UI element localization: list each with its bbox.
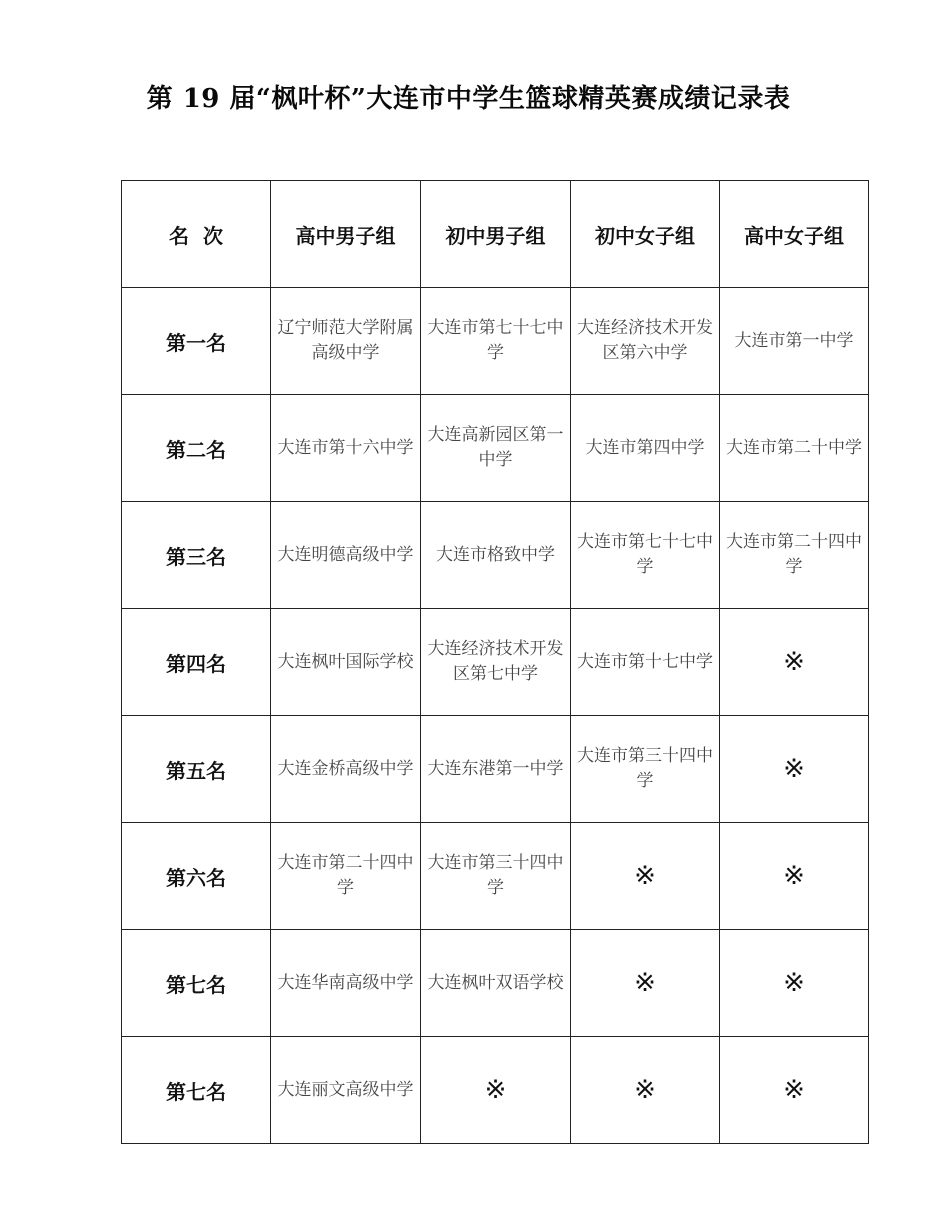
header-row — [122, 181, 869, 288]
school-cell-senior-girls: 大连市第二十中学 — [720, 395, 869, 502]
school-cell-junior-boys: 大连市第七十七中学 — [421, 288, 571, 395]
school-cell-senior-girls: 大连市第一中学 — [720, 288, 869, 395]
school-cell-junior-girls: 大连市第七十七中学 — [571, 502, 720, 609]
table-row — [122, 716, 869, 823]
header-senior-girls: 高中女子组 — [720, 181, 869, 288]
table-row — [122, 930, 869, 1037]
empty-mark-cell: ※ — [720, 1037, 869, 1144]
school-cell-junior-boys: 大连市第三十四中学 — [421, 823, 571, 930]
school-cell-junior-girls: 大连市第四中学 — [571, 395, 720, 502]
table-row — [122, 609, 869, 716]
school-cell-senior-boys: 大连枫叶国际学校 — [271, 609, 421, 716]
school-cell-senior-boys: 大连丽文高级中学 — [271, 1037, 421, 1144]
rank-cell: 第三名 — [122, 502, 271, 609]
rank-cell: 第四名 — [122, 609, 271, 716]
header-junior-boys: 初中男子组 — [421, 181, 571, 288]
school-cell-senior-girls: 大连市第二十四中学 — [720, 502, 869, 609]
school-cell-senior-boys: 大连市第二十四中学 — [271, 823, 421, 930]
school-cell-senior-boys: 大连市第十六中学 — [271, 395, 421, 502]
school-cell-senior-boys: 大连金桥高级中学 — [271, 716, 421, 823]
rank-cell: 第一名 — [122, 288, 271, 395]
results-table — [121, 180, 869, 1144]
empty-mark-cell: ※ — [571, 823, 720, 930]
document-title: 第 19 届“枫叶杯”大连市中学生篮球精英赛成绩记录表 — [146, 84, 791, 114]
rank-cell: 第五名 — [122, 716, 271, 823]
empty-mark-cell: ※ — [720, 609, 869, 716]
school-cell-junior-girls: 大连经济技术开发区第六中学 — [571, 288, 720, 395]
header-rank: 名 次 — [122, 181, 271, 288]
rank-cell: 第七名 — [122, 1037, 271, 1144]
empty-mark-cell: ※ — [720, 716, 869, 823]
school-cell-junior-girls: 大连市第三十四中学 — [571, 716, 720, 823]
empty-mark-cell: ※ — [421, 1037, 571, 1144]
empty-mark-cell: ※ — [571, 930, 720, 1037]
table-row — [122, 823, 869, 930]
rank-cell: 第六名 — [122, 823, 271, 930]
header-senior-boys: 高中男子组 — [271, 181, 421, 288]
school-cell-junior-boys: 大连枫叶双语学校 — [421, 930, 571, 1037]
school-cell-junior-girls: 大连市第十七中学 — [571, 609, 720, 716]
table-row — [122, 288, 869, 395]
school-cell-junior-boys: 大连市格致中学 — [421, 502, 571, 609]
rank-cell: 第二名 — [122, 395, 271, 502]
table-row — [122, 1037, 869, 1144]
school-cell-junior-boys: 大连东港第一中学 — [421, 716, 571, 823]
header-junior-girls: 初中女子组 — [571, 181, 720, 288]
school-cell-senior-boys: 辽宁师范大学附属高级中学 — [271, 288, 421, 395]
empty-mark-cell: ※ — [571, 1037, 720, 1144]
empty-mark-cell: ※ — [720, 930, 869, 1037]
rank-cell: 第七名 — [122, 930, 271, 1037]
school-cell-junior-boys: 大连经济技术开发区第七中学 — [421, 609, 571, 716]
school-cell-senior-boys: 大连华南高级中学 — [271, 930, 421, 1037]
table-row — [122, 502, 869, 609]
empty-mark-cell: ※ — [720, 823, 869, 930]
school-cell-senior-boys: 大连明德高级中学 — [271, 502, 421, 609]
school-cell-junior-boys: 大连高新园区第一中学 — [421, 395, 571, 502]
table-row — [122, 395, 869, 502]
